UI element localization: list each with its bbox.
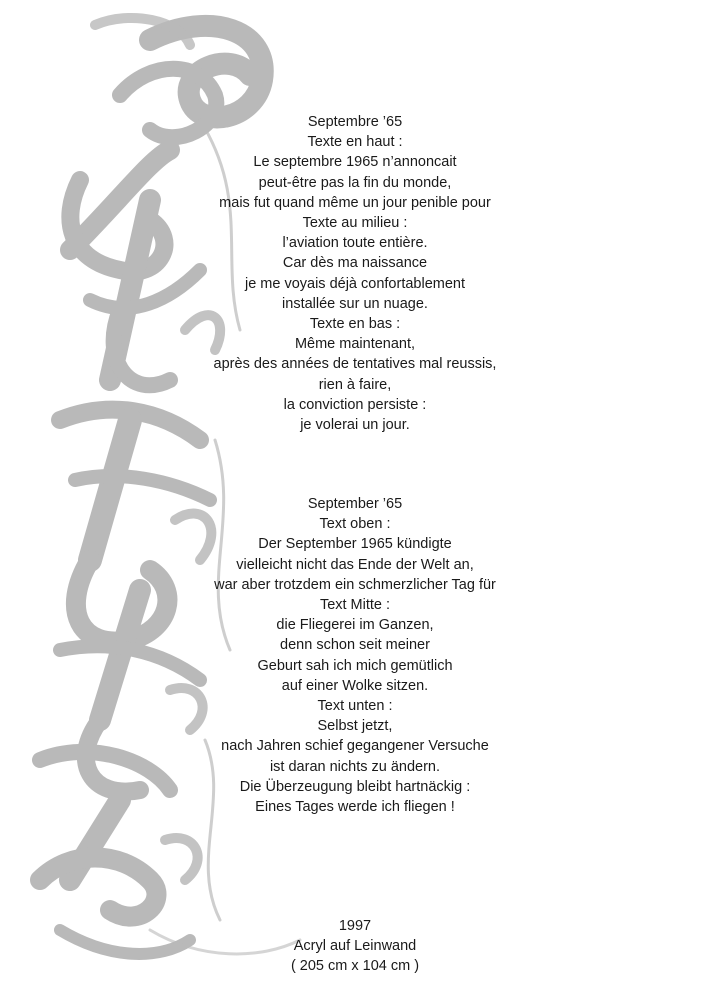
artwork-dimensions: ( 205 cm x 104 cm ) [290, 958, 420, 975]
german-text-block [0, 494, 710, 817]
german-line: Text oben : [319, 516, 391, 533]
french-text-block [0, 112, 710, 435]
german-line: auf einer Wolke sitzen. [281, 677, 429, 694]
german-title: September ’65 [307, 496, 403, 512]
french-title: Septembre ’65 [307, 114, 403, 130]
french-line: je me voyais déjà confortablement [244, 275, 466, 292]
french-line: Texte au milieu : [302, 215, 408, 232]
german-line: Text unten : [317, 698, 393, 715]
german-line: Eines Tages werde ich fliegen ! [255, 799, 455, 816]
french-line: rien à faire, [318, 376, 392, 393]
french-line: Même maintenant, [294, 336, 416, 353]
french-line: Car dès ma naissance [282, 255, 428, 272]
artwork-details [0, 916, 710, 977]
french-line: Texte en haut : [307, 134, 403, 151]
french-line: l’aviation toute entière. [282, 235, 428, 252]
french-line: la conviction persiste : [283, 396, 427, 413]
german-line: nach Jahren schief gegangener Versuche [221, 738, 489, 755]
artwork-year: 1997 [338, 918, 372, 934]
german-line: Der September 1965 kündigte [258, 536, 452, 553]
french-line: après des années de tentatives mal reussis, [213, 356, 497, 373]
german-line: vielleicht nicht das Ende der Welt an, [236, 556, 474, 573]
french-line: mais fut quand même un jour penible pour [219, 194, 491, 211]
french-line: je volerai un jour. [300, 417, 410, 434]
german-line: Selbst jetzt, [317, 718, 393, 735]
french-line: Texte en bas : [309, 316, 401, 333]
french-line: peut-être pas la fin du monde, [258, 174, 452, 191]
german-line: denn schon seit meiner [280, 637, 430, 654]
german-line: ist daran nichts zu ändern. [269, 758, 441, 775]
french-line: Le septembre 1965 n’annoncait [253, 154, 457, 171]
french-line: installée sur un nuage. [282, 295, 428, 312]
german-line: Text Mitte : [319, 597, 391, 614]
german-line: Die Überzeugung bleibt hartnäckig : [239, 778, 471, 795]
artwork-medium: Acryl auf Leinwand [293, 938, 417, 955]
german-line: war aber trotzdem ein schmerzlicher Tag für [214, 576, 496, 593]
german-line: die Fliegerei im Ganzen, [276, 617, 434, 634]
german-line: Geburt sah ich mich gemütlich [257, 657, 453, 674]
